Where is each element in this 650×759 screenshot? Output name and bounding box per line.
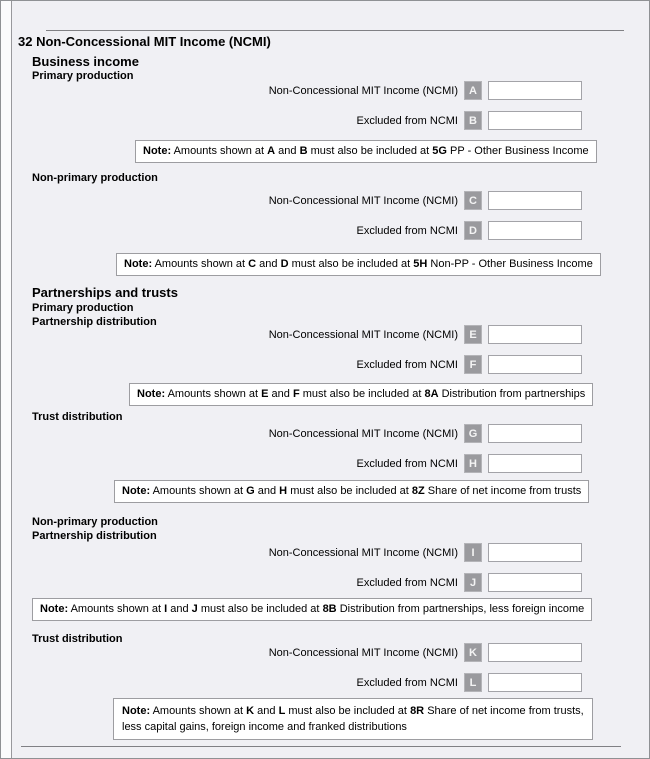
excluded-b-input[interactable]: [488, 111, 582, 130]
ncmi-c-input[interactable]: [488, 191, 582, 210]
ncmi-g-input[interactable]: [488, 424, 582, 443]
ncmi-k-input[interactable]: [488, 643, 582, 662]
field-row-d: [21, 221, 582, 240]
field-label-excluded: Excluded from NCMI: [356, 457, 458, 470]
field-code-g: G: [464, 424, 482, 443]
field-code-f: F: [464, 355, 482, 374]
field-code-i: I: [464, 543, 482, 562]
subheading-partnership-distribution-1: Partnership distribution: [32, 316, 157, 328]
ncmi-e-input[interactable]: [488, 325, 582, 344]
heading-business-income: Business income: [32, 54, 139, 69]
field-label-excluded: Excluded from NCMI: [356, 358, 458, 371]
excluded-h-input[interactable]: [488, 454, 582, 473]
field-row-l: [21, 673, 582, 692]
field-label-ncmi: Non-Concessional MIT Income (NCMI): [268, 546, 458, 559]
field-row-f: [21, 355, 582, 374]
field-row-e: [21, 325, 582, 344]
ncmi-i-input[interactable]: [488, 543, 582, 562]
note-k-l: Note: Amounts shown at K and L must also be included at 8R Share of net income from trusts, less capital gains, foreign income and franked distributions: [113, 698, 593, 740]
field-code-h: H: [464, 454, 482, 473]
subheading-non-primary-production-2: Non-primary production: [32, 516, 158, 528]
field-code-d: D: [464, 221, 482, 240]
bottom-divider: [21, 746, 621, 747]
note-e-f: Note: Amounts shown at E and F must also be included at 8A Distribution from partnerships: [129, 383, 593, 406]
field-label-ncmi: Non-Concessional MIT Income (NCMI): [268, 84, 458, 97]
subheading-primary-production-1: Primary production: [32, 70, 134, 82]
ncmi-a-input[interactable]: [488, 81, 582, 100]
excluded-l-input[interactable]: [488, 673, 582, 692]
field-code-b: B: [464, 111, 482, 130]
top-divider: [46, 30, 624, 31]
field-row-k: [21, 643, 582, 662]
note-g-h: Note: Amounts shown at G and H must also be included at 8Z Share of net income from trusts: [114, 480, 589, 503]
field-label-ncmi: Non-Concessional MIT Income (NCMI): [268, 328, 458, 341]
note-c-d: Note: Amounts shown at C and D must also be included at 5H Non-PP - Other Business Income: [116, 253, 601, 276]
field-label-excluded: Excluded from NCMI: [356, 676, 458, 689]
field-row-j: [21, 573, 582, 592]
subheading-primary-production-2: Primary production: [32, 302, 134, 314]
field-row-g: [21, 424, 582, 443]
field-code-a: A: [464, 81, 482, 100]
field-row-c: [21, 191, 582, 210]
field-row-h: [21, 454, 582, 473]
field-label-ncmi: Non-Concessional MIT Income (NCMI): [268, 646, 458, 659]
excluded-j-input[interactable]: [488, 573, 582, 592]
subheading-trust-distribution-2: Trust distribution: [32, 633, 123, 645]
field-code-l: L: [464, 673, 482, 692]
field-label-excluded: Excluded from NCMI: [356, 576, 458, 589]
subheading-partnership-distribution-2: Partnership distribution: [32, 530, 157, 542]
field-label-excluded: Excluded from NCMI: [356, 224, 458, 237]
excluded-f-input[interactable]: [488, 355, 582, 374]
field-row-b: [21, 111, 582, 130]
left-margin-strip: [1, 1, 12, 758]
section-title: 32 Non-Concessional MIT Income (NCMI): [18, 34, 271, 49]
field-label-ncmi: Non-Concessional MIT Income (NCMI): [268, 194, 458, 207]
subheading-non-primary-production-1: Non-primary production: [32, 172, 158, 184]
field-code-c: C: [464, 191, 482, 210]
field-label-excluded: Excluded from NCMI: [356, 114, 458, 127]
field-label-ncmi: Non-Concessional MIT Income (NCMI): [268, 427, 458, 440]
note-a-b: Note: Amounts shown at A and B must also be included at 5G PP - Other Business Income: [135, 140, 597, 163]
subheading-trust-distribution-1: Trust distribution: [32, 411, 123, 423]
heading-partnerships-trusts: Partnerships and trusts: [32, 285, 178, 300]
field-row-a: [21, 81, 582, 100]
field-code-j: J: [464, 573, 482, 592]
note-i-j: Note: Amounts shown at I and J must also be included at 8B Distribution from partnerships, less foreign income: [32, 598, 592, 621]
field-code-e: E: [464, 325, 482, 344]
field-code-k: K: [464, 643, 482, 662]
excluded-d-input[interactable]: [488, 221, 582, 240]
field-row-i: [21, 543, 582, 562]
